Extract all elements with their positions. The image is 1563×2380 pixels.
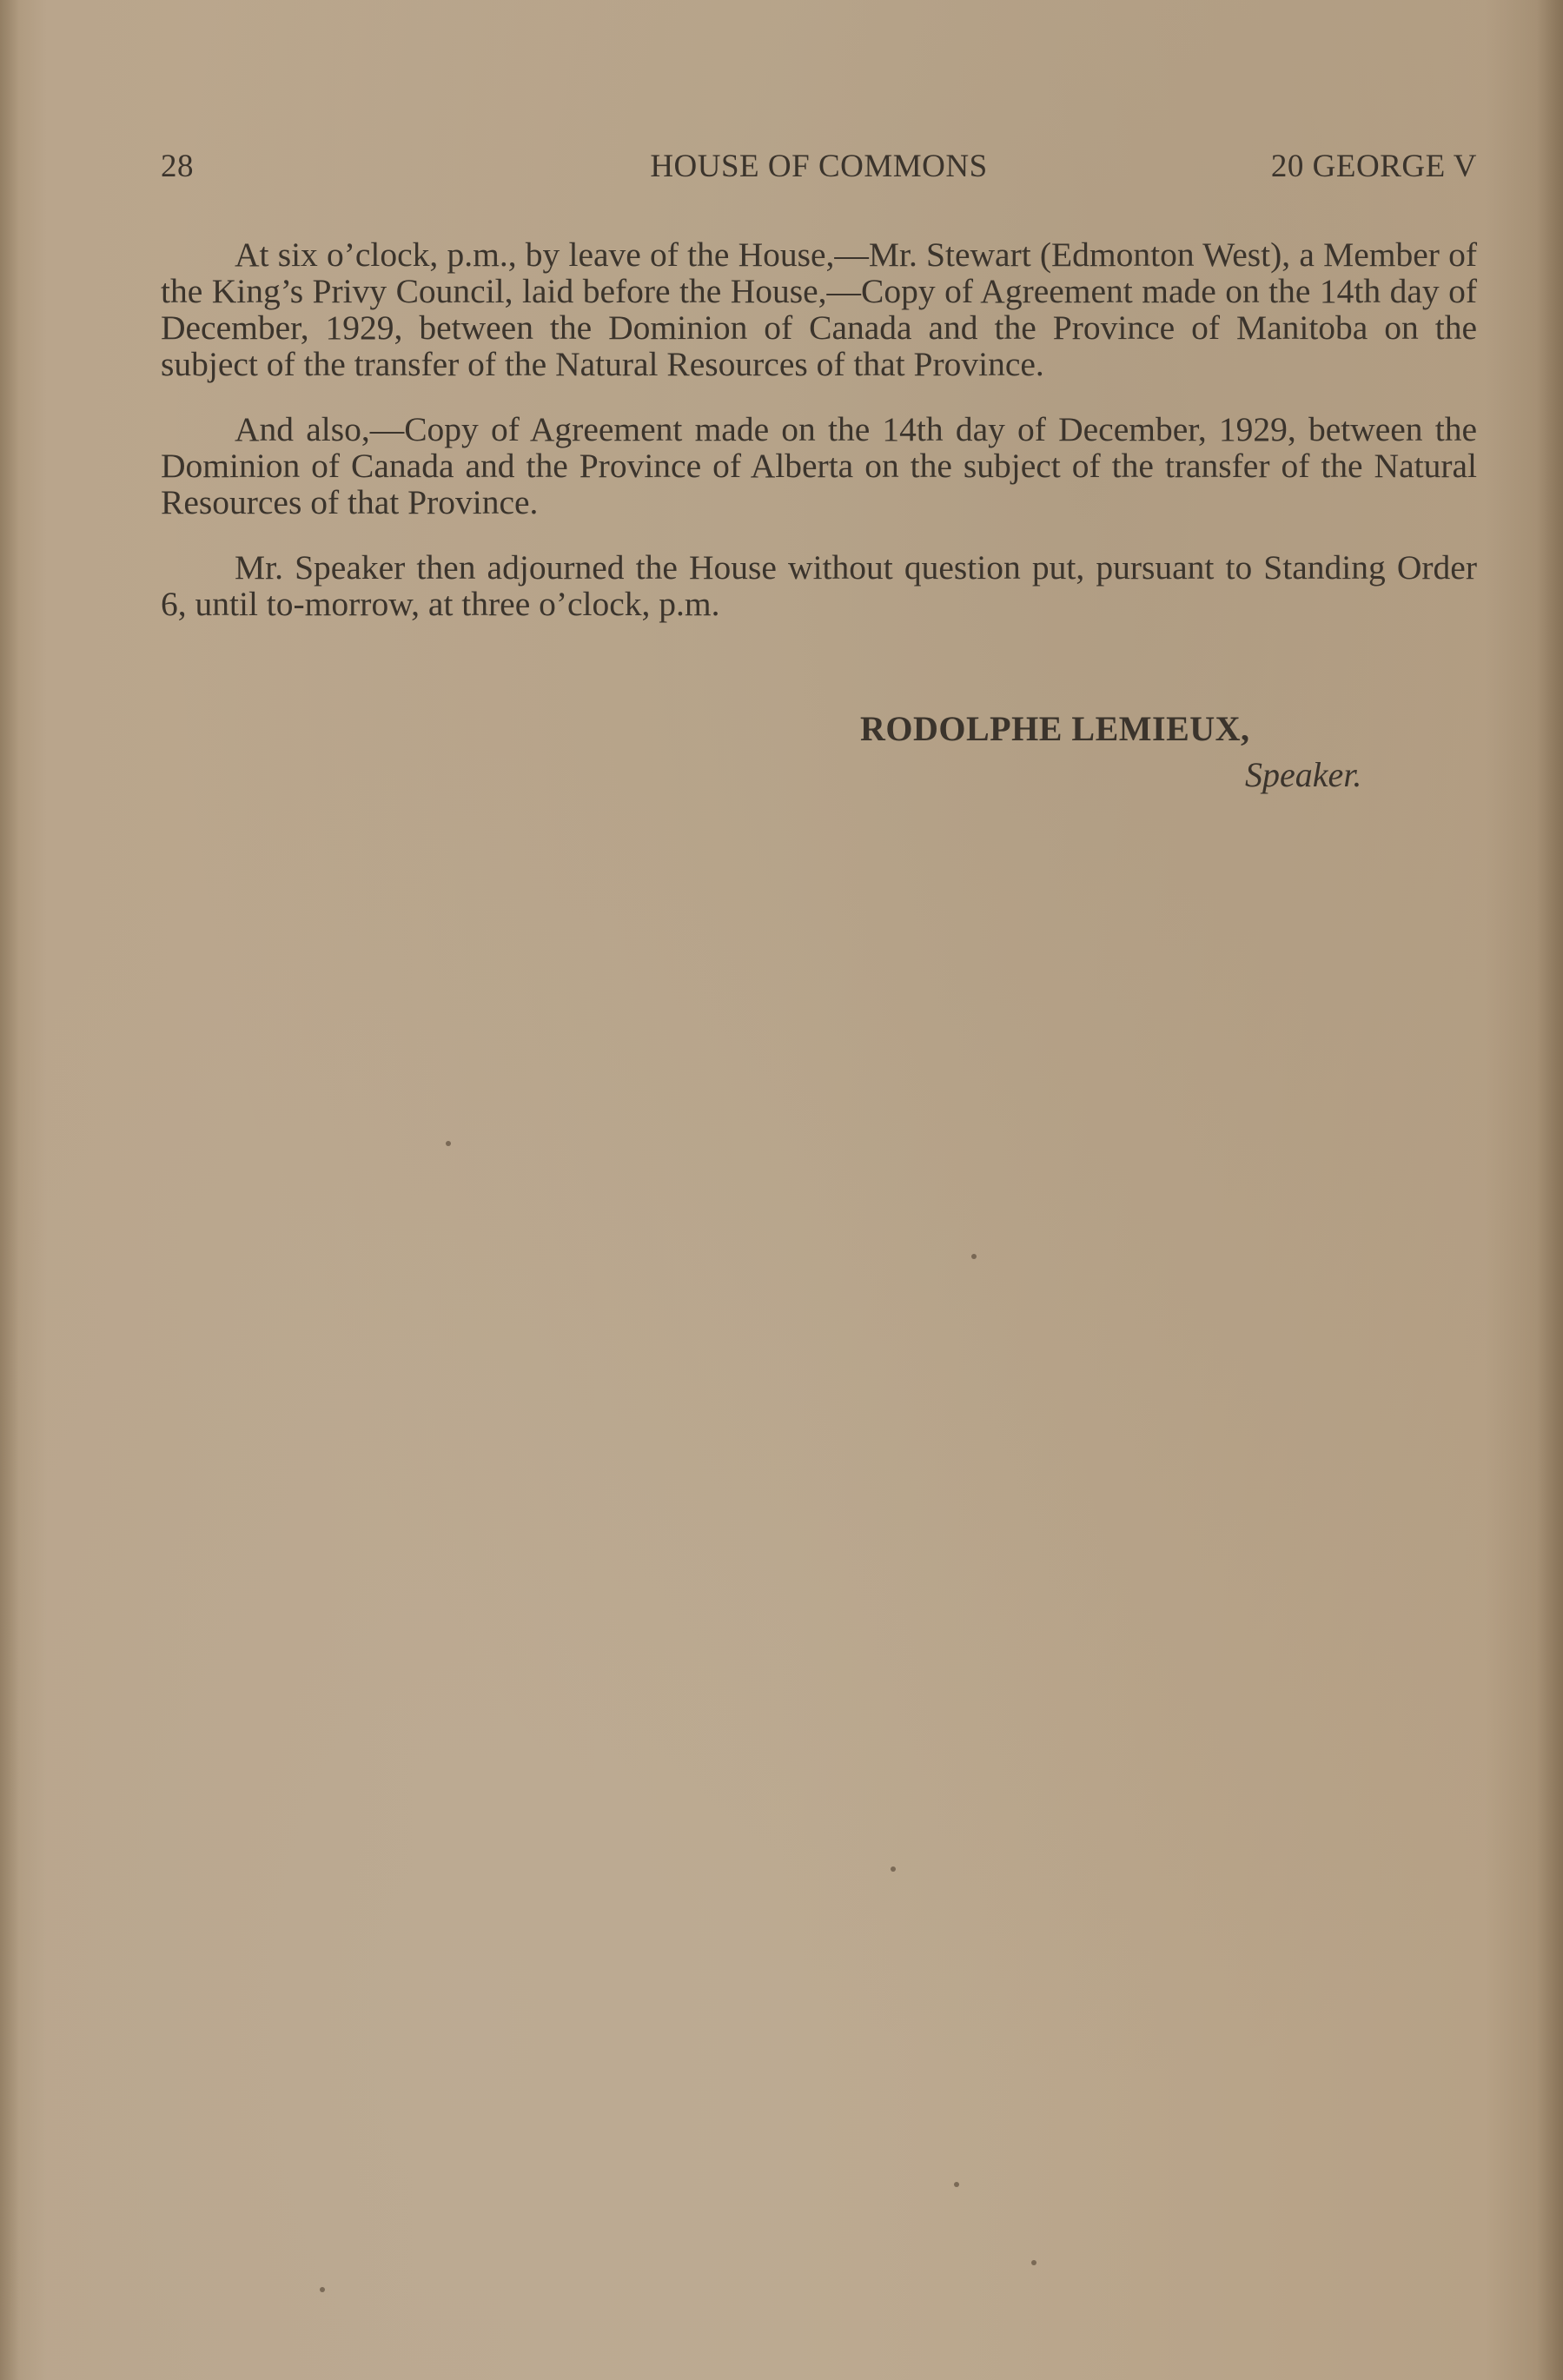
- speaker-name: RODOLPHE LEMIEUX,: [860, 709, 1250, 748]
- page-edge-shadow-left: [0, 0, 19, 2380]
- running-header: [161, 148, 1477, 191]
- regnal-year: 20 GEORGE V: [1270, 149, 1477, 184]
- paper-speck: [971, 1254, 977, 1259]
- paper-speck: [1031, 2260, 1036, 2265]
- speaker-title: Speaker.: [1245, 755, 1362, 794]
- running-title: HOUSE OF COMMONS: [650, 149, 988, 184]
- page-edge-shadow-right: [1537, 0, 1563, 2380]
- paper-speck: [320, 2287, 325, 2292]
- paragraph-adjournment: Mr. Speaker then adjourned the House without question put, pursuant to Standing Order 6, until to-morrow, at three o’clock, p.m.: [161, 548, 1477, 623]
- paper-speck: [891, 1866, 896, 1872]
- paper-speck: [446, 1141, 451, 1146]
- paper-speck: [954, 2182, 959, 2187]
- paragraph-alberta-agreement: And also,—Copy of Agreement made on the 14th day of December, 1929, between the Dominion of Canada and the Province of Alberta on the subject of the transfer of the Natural Resources of that Province.: [161, 410, 1477, 521]
- body-text: [161, 236, 1477, 651]
- page-number: 28: [161, 149, 194, 184]
- paragraph-papers-tabled: At six o’clock, p.m., by leave of the House,—Mr. Stewart (Edmonton West), a Member of the King’s Privy Council, laid before the House,—Copy of Agreement made on the 14th day of December, 1929, between the Dominion of Canada and the Province of Manitoba on the subject of the transfer of the Natural Resources of that Province.: [161, 235, 1477, 383]
